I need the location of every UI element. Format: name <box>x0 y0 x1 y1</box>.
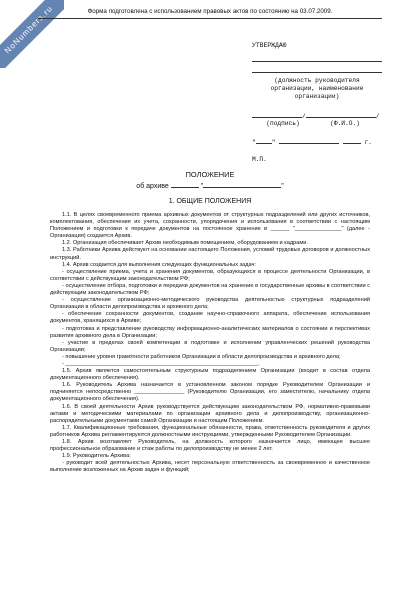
list-item: - обеспечение сохранности документов, создание научно-справочного аппарата, обеспечение использования документов, хранящихся в Архиве; <box>50 311 370 325</box>
date-day-line <box>256 135 272 144</box>
paragraph: 1.8. Архив возглавляет Руководитель, на должность которого назначается лицо, имеющее высшее профессиональное образование и стаж работы по делопроизводству не менее 2 лет. <box>50 439 370 453</box>
approve-label: УТВЕРЖДАЮ <box>252 42 287 49</box>
position-caption: (должность руководителя организации, наименование организации) <box>270 77 364 100</box>
paragraph: 1.3. Работники Архива действуют на основании настоящего Положения, условий трудовых договоров и должностных инструкций. <box>50 247 370 261</box>
list-item: - осуществление организационно-методического руководства деятельностью структурных подразделений Организации в области делопроизводства и архивного дела; <box>50 297 370 311</box>
header-note: Форма подготовлена с использованием правовых актов по состоянию на 03.07.2009. <box>87 8 333 15</box>
list-item: - участие в пределах своей компетенции в подготовке и исполнении управленческих решений руководства Организации; <box>50 339 370 353</box>
watermark-text: NoNumbers.ru <box>0 0 64 68</box>
list-item: - руководит всей деятельностью Архива, несет персональную ответственность за своевременное и качественное выполнение возложенных на Архив задач и функций; <box>50 460 370 474</box>
approval-block <box>252 42 382 163</box>
date-row: " " г. <box>252 135 382 146</box>
document-subtitle: об архиве " " <box>0 180 420 190</box>
approve-line-1 <box>252 53 382 62</box>
section-heading: 1. ОБЩИЕ ПОЛОЖЕНИЯ <box>168 198 252 205</box>
approve-line-2 <box>252 64 382 73</box>
list-item: - повышение уровня грамотности работников Организации в области делопроизводства и архивного дела; <box>62 353 341 360</box>
list-item-blank: - ______________________________________________________________. <box>62 360 260 367</box>
header-divider <box>38 18 382 19</box>
document-body <box>50 212 370 474</box>
paragraph: 1.6. В своей деятельности Архив руководствуется действующим законодательством РФ, нормативно-правовыми актами и методическими материалами по организации архивного дела и делопроизводству, организационно-распорядительными документами самой Организации и настоящим Положением. <box>50 403 370 424</box>
paragraph: 1.9. Руководитель Архива: <box>62 453 131 460</box>
organization-blank <box>203 180 281 188</box>
stamp-place: М.П. <box>252 156 267 163</box>
paragraph: 1.1. В целях своевременного приема архивных документов от структурных подразделений или других источников, комплектования, обеспечения их учета, сохранности, упорядочения и использования в соответствии с настоящим Положением и подготовки к передаче документов на постоянное хранение в ______ "_______________" (далее - Организация) создается Архив. <box>50 212 370 240</box>
fio-line <box>306 109 376 118</box>
paragraph: 1.4. Архив создается для выполнения следующих функциональных задач: <box>62 261 256 268</box>
paragraph: 1.2. Организация обеспечивает Архив необходимым помещением, оборудованием и кадрами. <box>62 240 308 247</box>
signature-row: / / <box>252 109 382 120</box>
fio-caption: (Ф.И.О.) <box>330 120 360 127</box>
subtitle-prefix: об архиве <box>136 183 169 190</box>
paragraph: 1.7. Квалификационные требования, функциональные обязанности, права, ответственность руководителя и других работников Архива регламентируются должностными инструкциями, утвержденными Руководителем Организации. <box>50 424 370 438</box>
signature-line <box>252 109 302 118</box>
signature-caption: (подпись) <box>266 120 300 127</box>
list-item: - осуществление приема, учета и хранения документов, образующихся в процессе деятельности Организации, в соответствии с действующим законодательством РФ; <box>50 268 370 282</box>
document-title: ПОЛОЖЕНИЕ <box>185 170 235 179</box>
date-month-line <box>279 135 339 144</box>
date-suffix: г. <box>364 139 373 146</box>
paragraph: 1.5. Архив является самостоятельным структурным подразделением Организации (входит в состав отдела документационного обеспечения). <box>50 368 370 382</box>
signature-captions <box>252 120 382 127</box>
list-item: - осуществление отбора, подготовки и передачи документов на хранение в государственные архивы в соответствии с действующим законодательством РФ; <box>50 282 370 297</box>
archive-blank <box>171 180 199 188</box>
paragraph: 1.6. Руководитель Архива назначается в установленном законом порядке Руководителем Организации и подчиняется непосредственно ________________ (Руководителю Организации, его заместителю, начальнику отдела документационного обеспечения). <box>50 382 370 403</box>
list-item: - подготовка и представление руководству информационно-аналитических материалов о состоянии и перспективах развития архивного дела в Организации; <box>50 325 370 339</box>
date-year-line <box>343 135 361 144</box>
